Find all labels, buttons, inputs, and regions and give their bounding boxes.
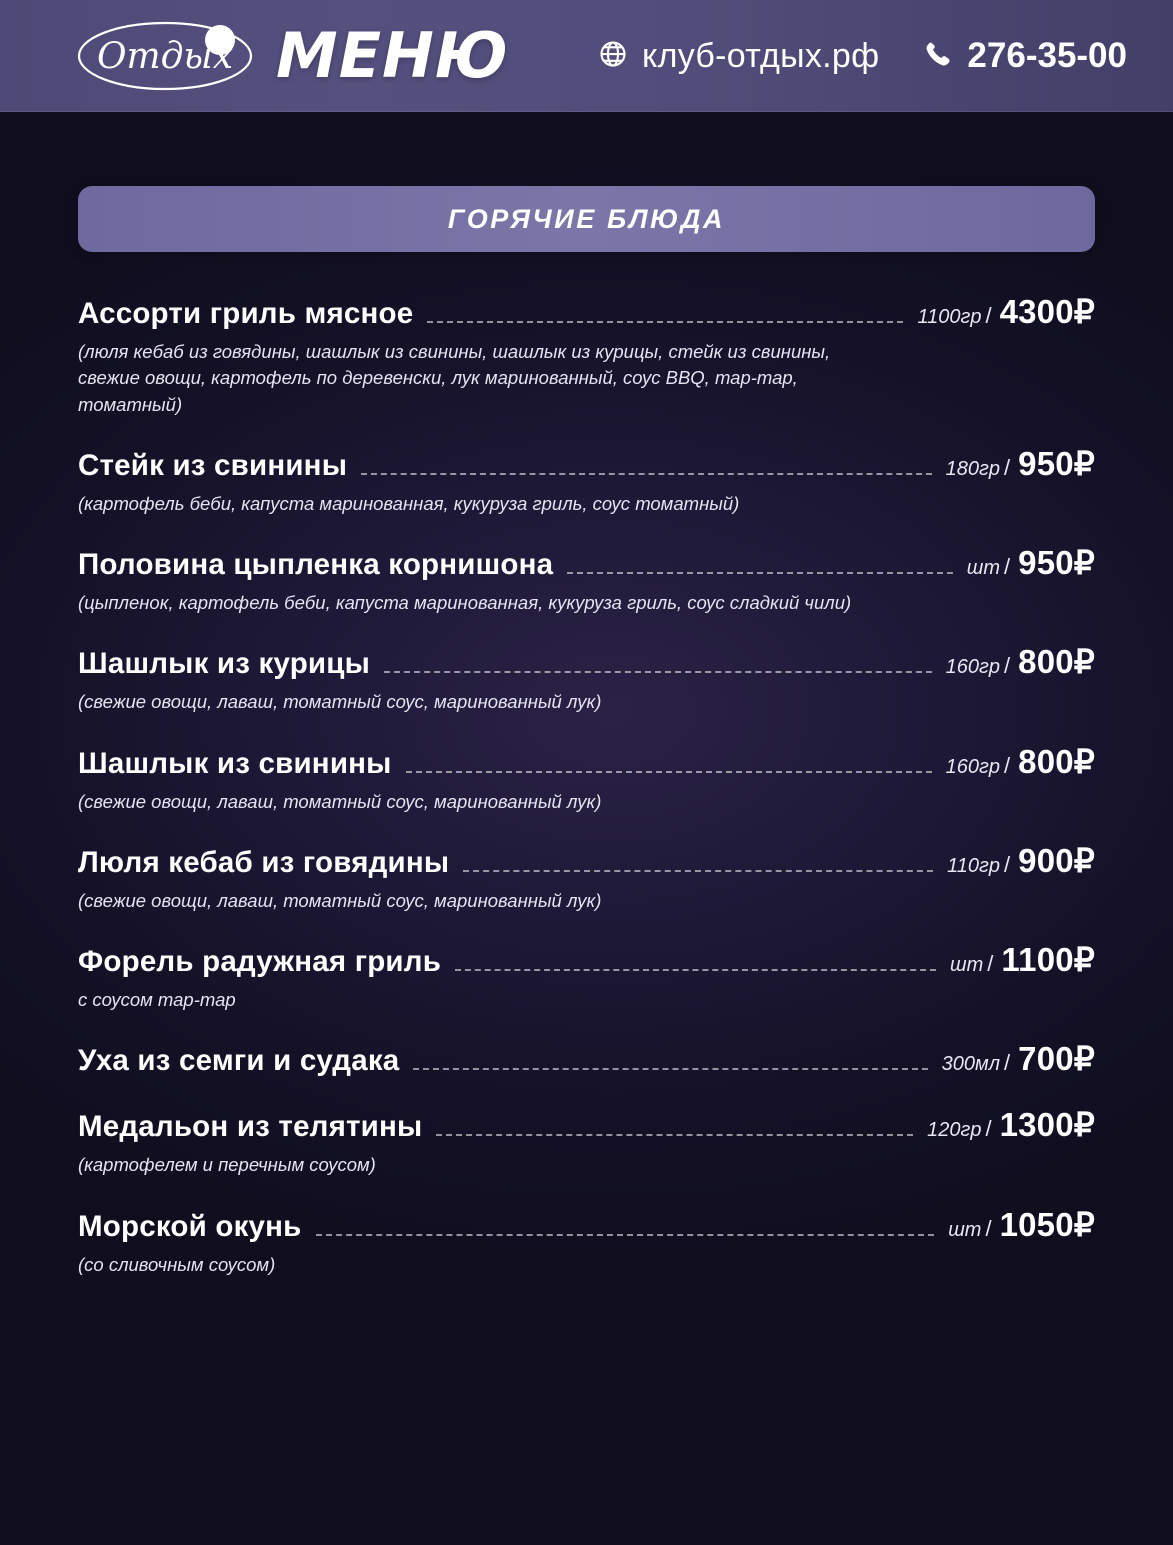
dotted-leader [567,572,953,574]
page-header [0,0,1173,112]
dotted-leader [463,870,933,872]
menu-item-description: с соусом тар-тар [78,989,236,1011]
menu-item-weight: шт [966,557,1001,580]
menu-item-price: 950₽ [1018,444,1095,482]
phone-icon [923,39,953,74]
menu-item-price: 950₽ [1018,544,1095,582]
weight-price-separator: / [987,951,994,977]
menu-item-weight: 160гр [945,656,1001,679]
svg-text:Отдых: Отдых [96,36,234,77]
globe-icon [598,39,628,74]
weight-price-separator: / [985,1116,992,1142]
menu-item-weight: 110гр [947,854,1001,877]
menu-item-name: Медальон из телятины [78,1110,423,1144]
menu-item-name: Уха из семги и судака [78,1044,400,1078]
dotted-leader [361,473,932,475]
menu-item-description: (цыпленок, картофель беби, капуста маринованная, кукуруза гриль, соус сладкий чили) [78,592,852,614]
section-title: ГОРЯЧИЕ БЛЮДА [447,203,726,234]
phone-label: 276-35-00 [967,36,1127,75]
menu-item-description: (картофель беби, капуста маринованная, кукуруза гриль, соус томатный) [78,492,740,514]
menu-item-description: (люля кебаб из говядины, шашлык из свинины, шашлык из курицы, стейк из свинины, свежие овощи, картофель по деревенски, лук маринованный, соус BBQ, тар-тар, томатный) [78,341,831,415]
menu-item [78,940,1095,1013]
menu-item-description: (свежие овощи, лаваш, томатный соус, маринованный лук) [78,691,602,713]
menu-item [78,742,1095,815]
weight-price-separator: / [1004,454,1011,480]
dotted-leader [427,321,903,323]
menu-item-row [78,543,1095,583]
menu-item-weight: 300мл [941,1053,1001,1076]
menu-items-list [78,292,1095,1278]
menu-item-price: 900₽ [1018,841,1095,879]
phone-contact[interactable] [923,36,1127,76]
restaurant-logo [70,10,260,102]
menu-item [78,444,1095,517]
menu-item-description: (свежие овощи, лаваш, томатный соус, маринованный лук) [78,889,602,911]
menu-item-row [78,940,1095,980]
menu-item-name: Ассорти гриль мясное [78,297,414,330]
menu-item-price: 700₽ [1018,1040,1095,1078]
weight-price-separator: / [985,1215,992,1241]
menu-item-name: Люля кебаб из говядины [78,845,450,879]
weight-price-separator: / [1004,851,1011,877]
menu-item-row [78,742,1095,782]
website-contact[interactable] [598,37,879,76]
weight-price-separator: / [1004,653,1011,679]
menu-item-row [78,841,1095,881]
dotted-leader [436,1134,913,1136]
menu-item [78,1039,1095,1079]
header-contacts [598,36,1127,76]
menu-item-row [78,642,1095,682]
dotted-leader [455,969,936,971]
menu-item-price: 4300₽ [999,293,1095,330]
menu-item-weight: 1100гр [917,306,982,328]
weight-price-separator: / [1004,1050,1011,1076]
menu-item-price: 800₽ [1018,742,1095,780]
menu-item [78,1105,1095,1178]
menu-content [0,112,1173,1278]
weight-price-separator: / [985,303,992,328]
menu-item-price: 1300₽ [999,1106,1095,1144]
menu-item-description: (со сливочным соусом) [78,1253,276,1275]
menu-item-name: Шашлык из свинины [78,746,392,780]
menu-item [78,1205,1095,1278]
website-label: клуб-отдых.рф [642,36,880,75]
menu-item-price: 1100₽ [1001,941,1095,979]
menu-item [78,292,1095,418]
menu-item-row [78,1105,1095,1145]
menu-item-weight: 180гр [945,457,1001,480]
menu-item-weight: шт [950,954,984,977]
menu-item-price: 800₽ [1018,643,1095,681]
menu-item-description: (картофелем и перечным соусом) [78,1154,376,1176]
menu-item-weight: 120гр [927,1119,982,1142]
menu-item-row [78,1205,1095,1245]
dotted-leader [316,1234,935,1236]
page-title: МЕНЮ [276,19,509,92]
dotted-leader [413,1068,927,1070]
menu-item-name: Половина цыпленка корнишона [78,548,554,582]
menu-item [78,642,1095,715]
weight-price-separator: / [1004,554,1011,580]
menu-item [78,841,1095,914]
weight-price-separator: / [1004,752,1011,778]
menu-item-row [78,292,1095,332]
menu-item [78,543,1095,616]
menu-item-name: Морской окунь [78,1209,302,1243]
menu-item-price: 1050₽ [999,1205,1095,1243]
dotted-leader [384,671,932,673]
section-header-hot-dishes [78,186,1095,252]
menu-item-weight: 160гр [945,755,1001,778]
menu-item-name: Стейк из свинины [78,448,348,482]
menu-item-name: Форель радужная гриль [78,945,442,979]
dotted-leader [406,771,932,773]
menu-item-name: Шашлык из курицы [78,647,370,681]
menu-item-weight: шт [948,1218,982,1241]
menu-item-description: (свежие овощи, лаваш, томатный соус, маринованный лук) [78,790,602,812]
menu-item-row [78,1039,1095,1079]
menu-item-row [78,444,1095,484]
